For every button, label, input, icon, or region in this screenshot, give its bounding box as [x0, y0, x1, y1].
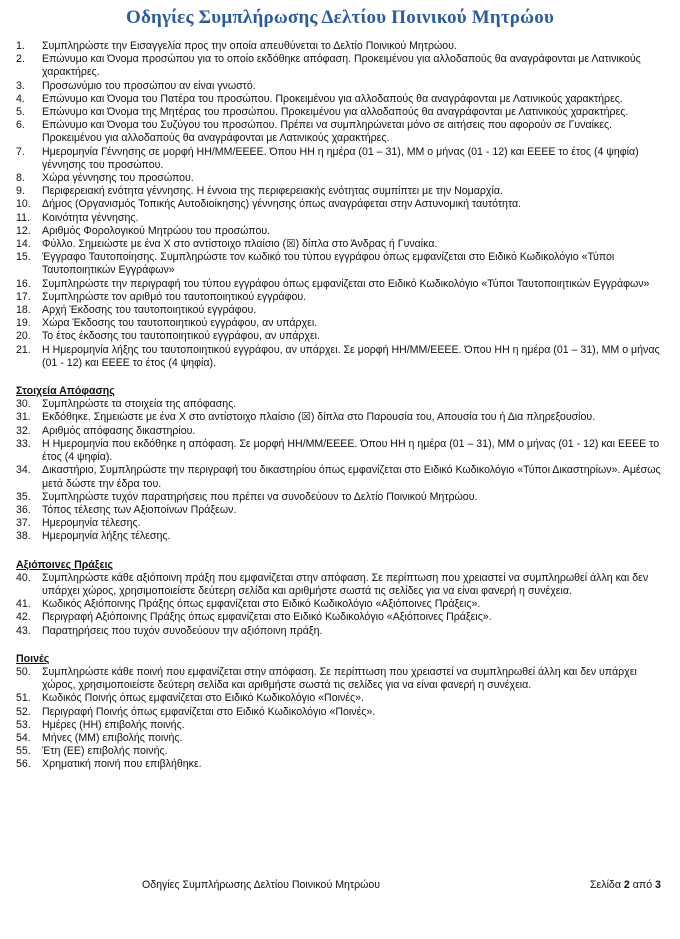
item-text: Επώνυμο και Όνομα του Πατέρα του προσώπου. Προκειμένου για αλλοδαπούς θα αναγράφονται με Λατινικούς χαρακτήρες.: [42, 92, 623, 105]
item-number: 3.: [16, 79, 25, 92]
item-text: Το έτος έκδοσης του ταυτοποιητικού εγγράφου, αν υπάρχει.: [42, 330, 320, 343]
instruction-item: [16, 425, 668, 438]
item-text: Συμπληρώστε τα στοιχεία της απόφασης.: [42, 398, 237, 411]
item-number: 1.: [16, 40, 25, 52]
item-text: Ημερομηνία λήξης τέλεσης.: [42, 530, 171, 543]
item-number: 2.: [16, 53, 25, 66]
instruction-item: [16, 572, 668, 598]
item-number: 50.: [16, 665, 31, 678]
section-heading: Αξιόποινες Πράξεις: [16, 558, 114, 571]
instruction-item: [16, 172, 668, 185]
item-number: 4.: [16, 92, 25, 105]
instruction-item: [16, 291, 668, 304]
item-text: Έτη (ΕΕ) επιβολής ποινής.: [42, 745, 168, 758]
instruction-item: [16, 438, 668, 464]
instruction-item: [16, 106, 668, 119]
item-number: 51.: [16, 692, 31, 705]
item-number: 11.: [16, 211, 30, 224]
item-number: 20.: [16, 330, 31, 343]
item-number: 40.: [16, 571, 31, 584]
item-text: Εκδόθηκε. Σημειώστε με ένα Χ στο αντίστοιχο πλαίσιο (☒) δίπλα στο Παρουσία του, Απουσία του ή Δια πληρεξουσίου.: [42, 411, 596, 424]
item-number: 9.: [16, 185, 25, 198]
item-number: 16.: [16, 277, 31, 290]
instruction-item: [16, 146, 668, 172]
item-text: Τόπος τέλεσης των Αξιοποίνων Πράξεων.: [42, 503, 237, 516]
instruction-item: [16, 185, 668, 198]
instruction-item: [16, 198, 668, 211]
item-number: 7.: [16, 145, 25, 158]
item-number: 38.: [16, 530, 31, 543]
instruction-item: [16, 238, 668, 251]
item-number: 37.: [16, 517, 31, 530]
page-label: Σελίδα: [590, 879, 621, 891]
item-number: 41.: [16, 598, 31, 611]
item-number: 5.: [16, 106, 25, 119]
item-text: Φύλλο. Σημειώστε με ένα Χ στο αντίστοιχο πλαίσιο (☒) δίπλα στο Άνδρας ή Γυναίκα.: [42, 238, 438, 251]
item-text: Περιφερειακή ενότητα γέννησης. Η έννοια της περιφερειακής ενότητας συμπίπτει με την Νομαρχία.: [42, 185, 503, 198]
item-text: Ημερομηνία τέλεσης.: [42, 517, 141, 530]
item-number: 54.: [16, 731, 31, 744]
instruction-item: [16, 304, 668, 317]
item-text: Συμπληρώστε τυχόν παρατηρήσεις που πρέπει να συνοδεύουν το Δελτίο Ποινικού Μητρώου.: [42, 490, 478, 503]
instruction-item: [16, 80, 668, 93]
item-text: Περιγραφή Ποινής όπως εμφανίζεται στο Ειδικό Κωδικολόγιο «Ποινές».: [42, 705, 376, 718]
item-number: 56.: [16, 758, 31, 771]
instruction-item: [16, 464, 668, 490]
item-text: Δήμος (Οργανισμός Τοπικής Αυτοδιοίκησης) γέννησης όπως αναγράφεται στην Αστυνομική ταυτότητα.: [42, 198, 522, 211]
instruction-item: [16, 732, 668, 745]
item-text: Χώρα Έκδοσης του ταυτοποιητικού εγγράφου, αν υπάρχει.: [42, 317, 318, 330]
item-text: Συμπληρώστε κάθε ποινή που εμφανίζεται στην απόφαση. Σε περίπτωση που χρειαστεί να συμπληρωθεί άλλη και δεν υπάρχει χώρος, χρησιμοποιείστε δεύτερη σελίδα και αριθμήστε σωστά τις σελίδες για να είναι φανερή η συνέχεια.: [42, 665, 637, 692]
instructions-body: [16, 40, 668, 772]
instruction-item: [16, 758, 668, 771]
item-text: Η Ημερομηνία που εκδόθηκε η απόφαση. Σε μορφή ΗΗ/ΜΜ/ΕΕΕΕ. Όπου ΗΗ η ημέρα (01 – 31), ΜΜ ο μήνας (01 - 12) και ΕΕΕΕ το έτος (4 ψηφία).: [42, 437, 660, 464]
item-number: 32.: [16, 424, 31, 437]
item-number: 35.: [16, 490, 31, 503]
item-text: Χρηματική ποινή που επιβλήθηκε.: [42, 758, 202, 771]
item-text: Συμπληρώστε τον αριθμό του ταυτοποιητικού εγγράφου.: [42, 290, 307, 303]
item-number: 12.: [16, 224, 31, 237]
item-text: Επώνυμο και Όνομα προσώπου για το οποίο εκδόθηκε απόφαση. Προκειμένου για αλλοδαπούς θα αναγράφονται με Λατινικούς χαρακτήρες.: [42, 53, 641, 79]
instruction-item: [16, 692, 668, 705]
instruction-item: [16, 666, 668, 692]
item-number: 17.: [16, 290, 31, 303]
item-number: 14.: [16, 238, 31, 251]
section-heading: Ποινές: [16, 652, 50, 665]
instruction-item: [16, 706, 668, 719]
item-text: Επώνυμο και Όνομα της Μητέρας του προσώπου. Προκειμένου για αλλοδαπούς θα αναγράφονται με Λατινικούς χαρακτήρες.: [42, 106, 629, 119]
item-text: Προσωνύμιο του προσώπου αν είναι γνωστό.: [42, 79, 256, 92]
item-text: Συμπληρώστε κάθε αξιόποινη πράξη που εμφανίζεται στην απόφαση. Σε περίπτωση που χρειαστεί να συμπληρωθεί άλλη και δεν υπάρχει χώρος, χρησιμοποιείστε δεύτερη σελίδα και αριθμήστε σωστά τις σελίδες για να είναι φανερή η συνέχεια.: [42, 571, 649, 597]
instruction-item: [16, 53, 668, 79]
instruction-item: [16, 344, 668, 370]
item-text: Παρατηρήσεις που τυχόν συνοδεύουν την αξιόποινη πράξη.: [42, 624, 323, 637]
item-number: 52.: [16, 705, 31, 718]
item-number: 30.: [16, 398, 31, 411]
instruction-item: [16, 530, 668, 543]
item-text: Ημερομηνία Γέννησης σε μορφή ΗΗ/ΜΜ/ΕΕΕΕ. Όπου ΗΗ η ημέρα (01 – 31), ΜΜ ο μήνας (01 - 12) και ΕΕΕΕ το έτος (4 ψηφία) γέννησης του προσώπου.: [42, 145, 639, 171]
item-number: 6.: [16, 119, 25, 132]
item-number: 34.: [16, 464, 31, 477]
instruction-item: [16, 251, 668, 277]
instruction-item: [16, 212, 668, 225]
instruction-item: [16, 491, 668, 504]
instruction-item: [16, 719, 668, 732]
instruction-item: [16, 598, 668, 611]
instruction-item: [16, 398, 668, 411]
section-heading: Στοιχεία Απόφασης: [16, 385, 115, 398]
item-number: 15.: [16, 251, 31, 264]
page-current: 2: [623, 879, 630, 891]
item-number: 33.: [16, 437, 31, 450]
instruction-item: [16, 517, 668, 530]
section-gap: [16, 638, 668, 653]
instruction-item: [16, 93, 668, 106]
item-text: Κωδικός Αξιόποινης Πράξης όπως εμφανίζεται στο Ειδικό Κωδικολόγιο «Αξιόποινες Πράξεις».: [42, 598, 481, 611]
instruction-item: [16, 611, 668, 624]
item-text: Δικαστήριο, Συμπληρώστε την περιγραφή του δικαστηρίου όπως εμφανίζεται στο Ειδικό Κωδικολόγιο «Τύποι Δικαστηρίων». Αμέσως μετά δώστε την έδρα του.: [42, 464, 661, 490]
instruction-item: [16, 330, 668, 343]
section-gap: [16, 544, 668, 559]
item-number: 53.: [16, 718, 31, 731]
item-text: Συμπληρώστε την περιγραφή του τύπου εγγράφου όπως εμφανίζεται στο Ειδικό Κωδικολόγιο «Τύποι Ταυτοποιητικών Εγγράφων»: [42, 277, 650, 290]
item-number: 36.: [16, 503, 31, 516]
item-number: 55.: [16, 745, 31, 758]
instruction-item: [16, 317, 668, 330]
item-text: Αριθμός απόφασης δικαστηρίου.: [42, 424, 196, 437]
item-text: Χώρα γέννησης του προσώπου.: [42, 172, 194, 185]
instruction-item: [16, 278, 668, 291]
item-number: 10.: [16, 198, 31, 211]
instruction-item: [16, 411, 668, 424]
item-text: Η Ημερομηνία λήξης του ταυτοποιητικού εγγράφου, αν υπάρχει. Σε μορφή ΗΗ/ΜΜ/ΕΕΕΕ. Όπου ΗΗ η ημέρα (01 – 31), ΜΜ ο μήνας (01 - 12) και ΕΕΕΕ το έτος (4 ψηφία).: [42, 343, 660, 369]
instruction-item: [16, 504, 668, 517]
page-total: 3: [655, 879, 661, 891]
item-text: Συμπληρώστε την Εισαγγελία προς την οποία απευθύνεται το Δελτίο Ποινικού Μητρώου.: [42, 40, 457, 52]
item-text: Αρχή Έκδοσης του ταυτοποιητικού εγγράφου.: [42, 304, 257, 317]
item-text: Ημέρες (ΗΗ) επιβολής ποινής.: [42, 718, 185, 731]
item-number: 31.: [16, 411, 31, 424]
page-title: Οδηγίες Συμπλήρωσης Δελτίου Ποινικού Μητρώου: [125, 7, 555, 28]
footer-title: Οδηγίες Συμπλήρωσης Δελτίου Ποινικού Μητρώου: [142, 879, 381, 891]
instruction-item: [16, 119, 668, 145]
instruction-item: [16, 40, 668, 53]
item-text: Κοινότητα γέννησης.: [42, 211, 139, 224]
instruction-item: [16, 625, 668, 638]
item-text: Περιγραφή Αξιόποινης Πράξης όπως εμφανίζεται στο Ειδικό Κωδικολόγιο «Αξιόποινες Πράξεις».: [42, 611, 492, 624]
item-number: 43.: [16, 624, 31, 637]
item-text: Έγγραφο Ταυτοποίησης. Συμπληρώστε τον κωδικό του τύπου εγγράφου όπως εμφανίζεται στο Ειδικό Κωδικολόγιο «Τύποι Ταυτοποιητικών Εγγράφων»: [42, 251, 615, 277]
item-number: 19.: [16, 317, 31, 330]
footer-page-number: [590, 879, 661, 891]
item-number: 18.: [16, 304, 31, 317]
item-text: Επώνυμο και Όνομα του Συζύγου του προσώπου. Πρέπει να συμπληρώνεται μόνο σε αιτήσεις που αφορούν σε Γυναίκες. Προκειμένου για αλλοδαπούς θα αναγράφονται με Λατινικούς χαρακτήρες.: [42, 119, 613, 145]
item-number: 21.: [16, 343, 31, 356]
page-of: από: [632, 879, 653, 891]
item-number: 42.: [16, 611, 31, 624]
section-gap: [16, 370, 668, 385]
item-text: Κωδικός Ποινής όπως εμφανίζεται στο Ειδικό Κωδικολόγιο «Ποινές».: [42, 692, 364, 705]
item-number: 8.: [16, 172, 25, 185]
instruction-item: [16, 745, 668, 758]
item-text: Αριθμός Φορολογικού Μητρώου του προσώπου.: [42, 224, 271, 237]
instruction-item: [16, 225, 668, 238]
item-text: Μήνες (ΜΜ) επιβολής ποινής.: [42, 731, 183, 744]
